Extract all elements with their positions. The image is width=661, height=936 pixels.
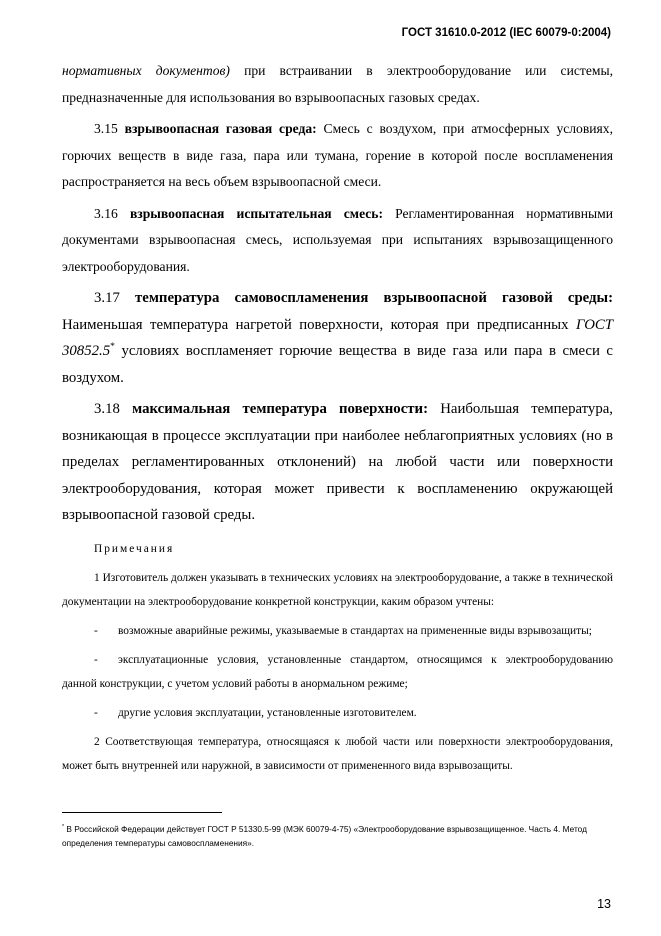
term: взрывоопасная газовая среда: (124, 121, 317, 136)
dash-bullet: - (94, 624, 98, 637)
definition-text: Наибольшая температура, возникающая в процессе эксплуатации при наиболее неблагоприятных условиях (но в пределах регламентированных отклонений) на любой части или поверхности электрооборудования, которая может привести к воспламенению окружающей взрывоопасной газовой среды. (62, 401, 613, 523)
clause-number: 3.16 (94, 205, 118, 221)
footnote-mark: * (62, 824, 65, 831)
definition-3-15 (62, 116, 613, 196)
bullet-text: другие условия эксплуатации, установленные изготовителем. (118, 706, 417, 719)
clause-number: 3.17 (94, 290, 120, 306)
definition-3-17 (62, 285, 613, 391)
clause-number: 3.18 (94, 401, 120, 417)
definition-3-16 (62, 201, 613, 281)
page-header: ГОСТ 31610.0-2012 (IEC 60079-0:2004) (401, 27, 611, 39)
definition-text-end: условиях воспламеняет горючие вещества в виде газа или пара в смеси с воздухом. (62, 343, 613, 386)
definition-text: Смесь с воздухом, при атмосферных условиях, горючих веществ в виде газа, пара или тумана, горение в которой после воспламенения распространяется на весь объем взрывоопасной смеси. (62, 121, 613, 189)
paragraph-continued (62, 58, 613, 111)
term: температура самовоспламенения взрывоопасной газовой среды: (135, 290, 614, 306)
bullet-text: возможные аварийные режимы, указываемые в стандартах на примененные виды взрывозащиты; (118, 624, 592, 637)
footnote-text: В Российской Федерации действует ГОСТ Р 51330.5-99 (МЭК 60079-4-75) «Электрооборудование взрывозащищенное. Часть 4. Метод определения температуры самовоспламенения». (62, 824, 587, 848)
footnote-mark: * (110, 341, 115, 353)
paragraph-text: при встраивании в электрооборудование или системы, предназначенные для использования во взрывоопасных газовых средах. (62, 63, 613, 105)
standard-reference: ГОСТ 30852.5 (62, 316, 613, 359)
italic-fragment: нормативных документов) (62, 63, 230, 78)
document-body (62, 58, 613, 778)
note-2: 2 Соответствующая температура, относящаяся к любой части или поверхности электрооборудования, может быть внутренней или наружной, в зависимости от примененного вида взрывозащиты. (62, 735, 613, 772)
footnote (62, 823, 613, 850)
note-bullet (62, 619, 613, 643)
term: взрывоопасная испытательная смесь: (129, 205, 384, 221)
definition-text: Наименьшая температура нагретой поверхности, которая при предписанных (62, 316, 576, 333)
note-1: 1 Изготовитель должен указывать в технических условиях на электрооборудование, а также в технической документации на электрооборудование конкретной конструкции, каким образом учтены: (62, 571, 613, 608)
footnote-divider (62, 812, 222, 813)
dash-bullet: - (94, 706, 98, 719)
dash-bullet: - (94, 653, 98, 666)
bullet-text: эксплуатационные условия, установленные стандартом, относящимся к электрооборудованию данной конструкции, с учетом условий работы в анормальном режиме; (62, 653, 613, 690)
notes-title: Примечания (94, 542, 175, 555)
note-bullet (62, 701, 613, 725)
definition-3-18 (62, 396, 613, 529)
definition-text: Регламентированная нормативными документами взрывоопасная смесь, используемая при испытаниях взрывозащищенного электрооборудования. (62, 205, 613, 274)
page-number: 13 (597, 897, 611, 911)
note-bullet (62, 648, 613, 696)
clause-number: 3.15 (94, 121, 118, 136)
term: максимальная температура поверхности: (132, 401, 428, 417)
